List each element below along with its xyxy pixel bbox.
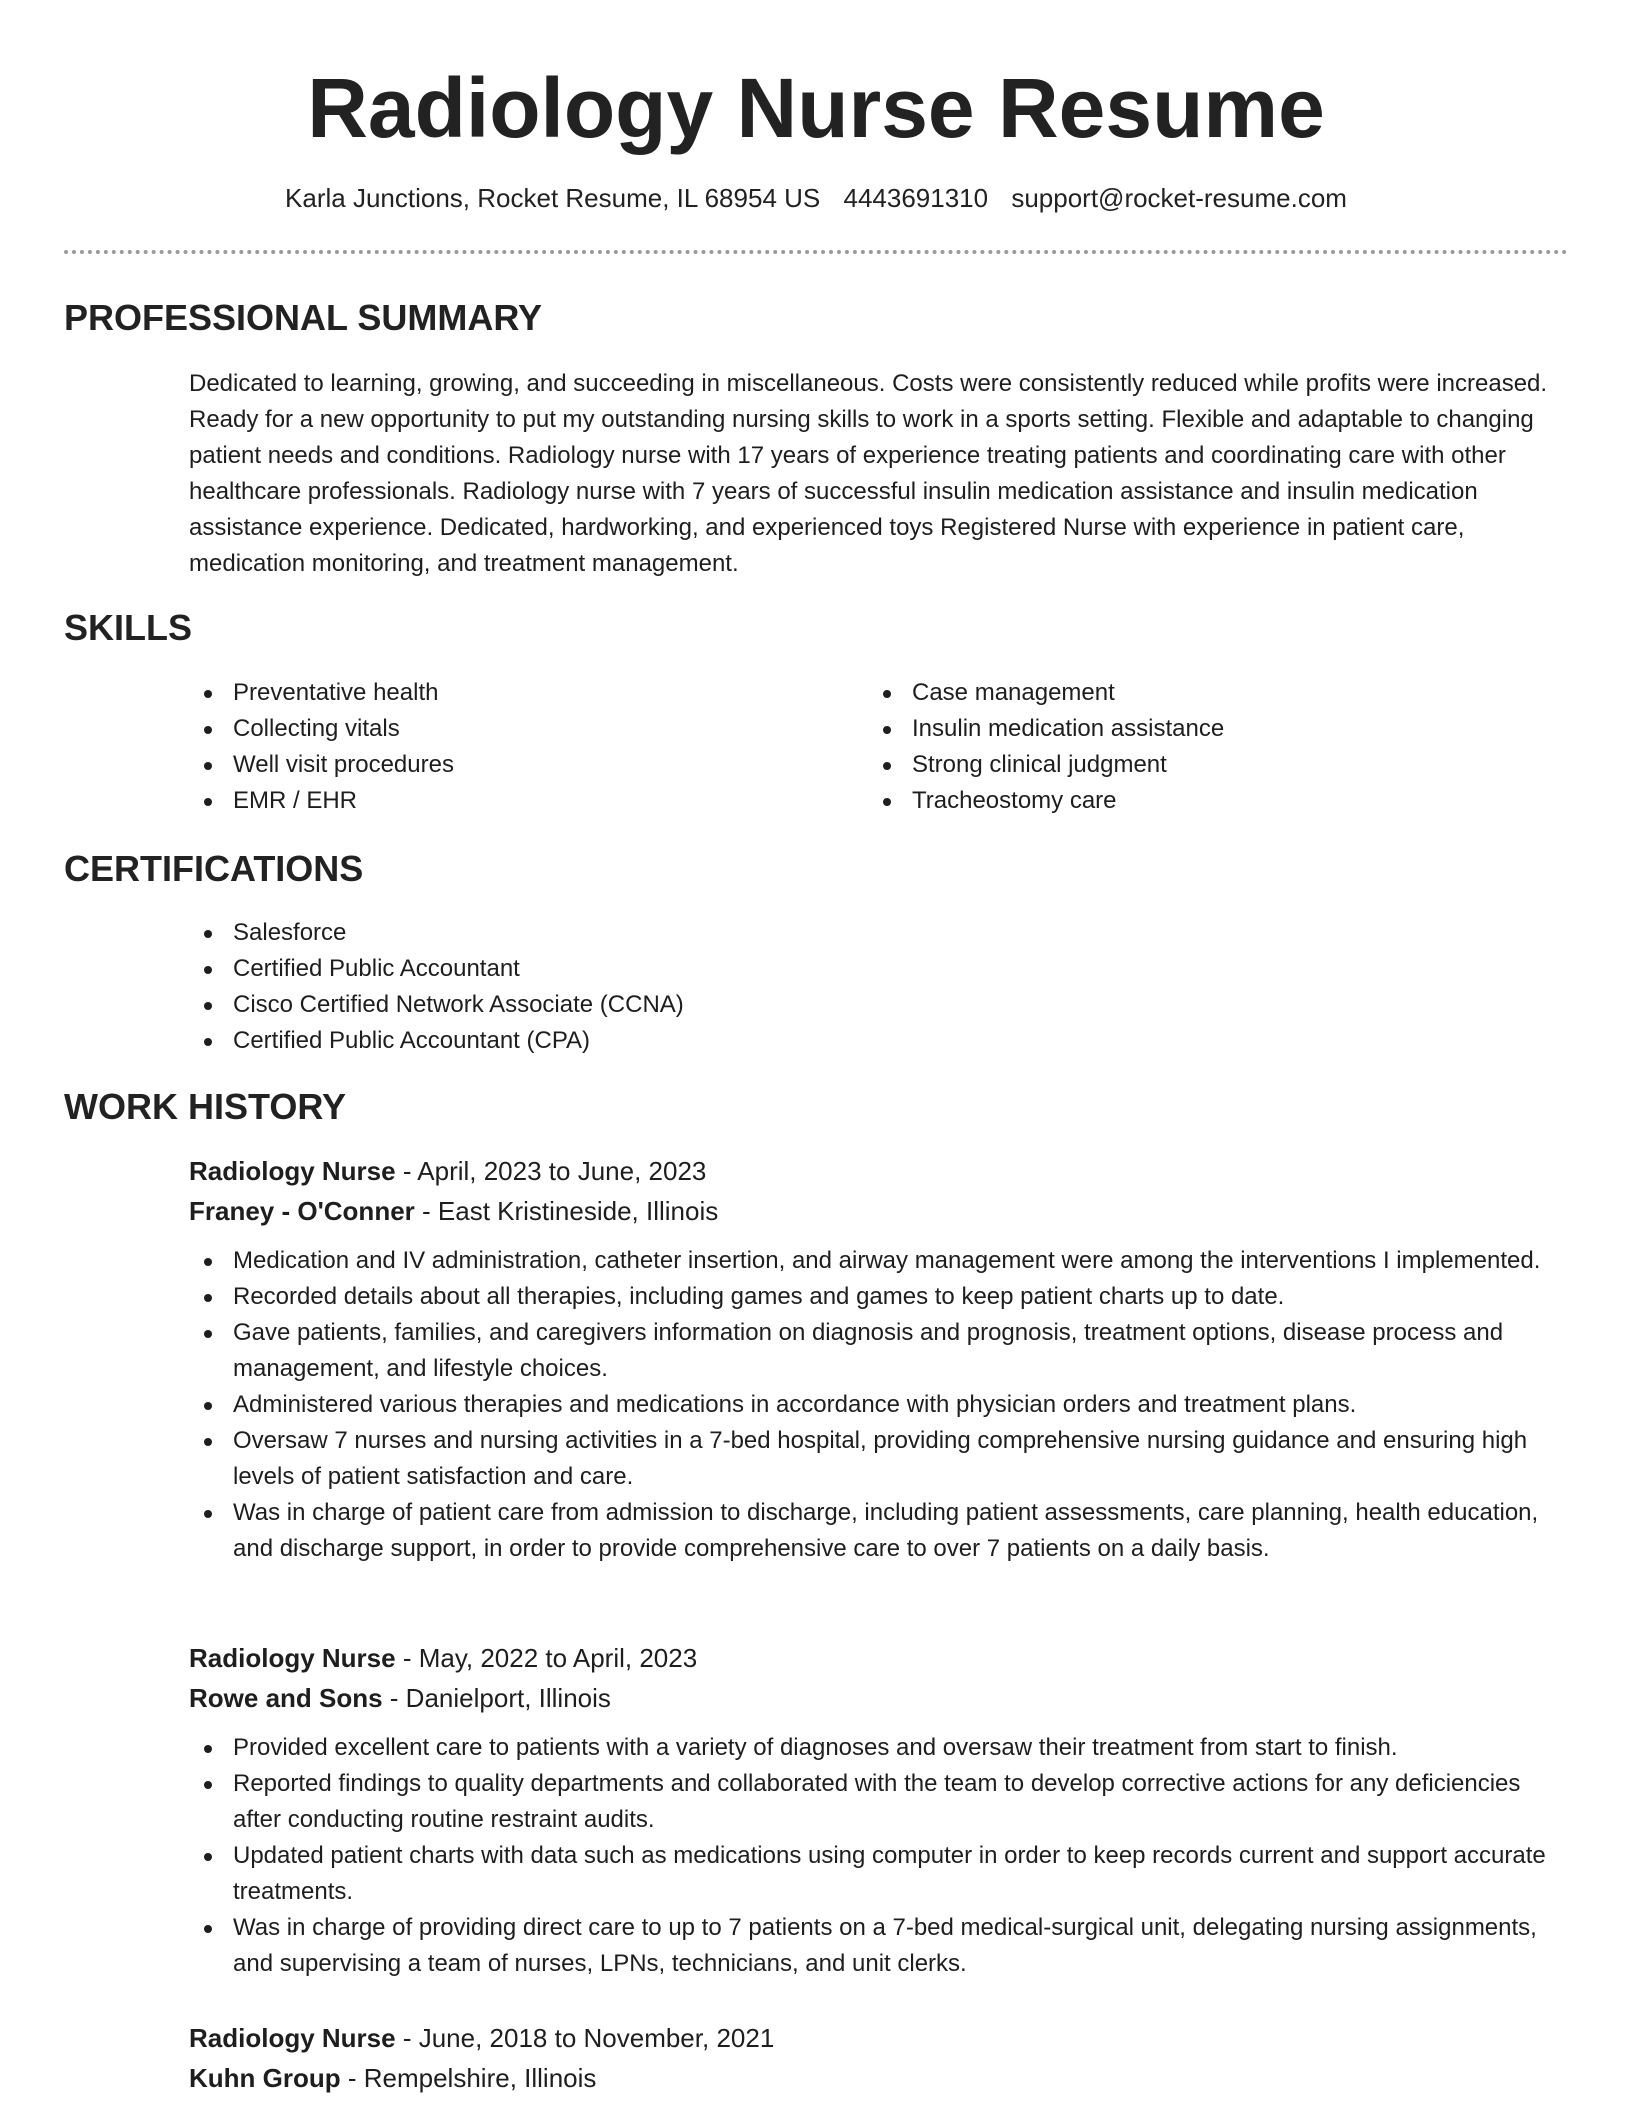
job-bullet: Gave patients, families, and caregivers information on diagnosis and prognosis, treatment options, disease process and management, and lifestyle choices. xyxy=(189,1315,1569,1387)
job-title: Radiology Nurse xyxy=(189,1156,396,1186)
skills-heading: SKILLS xyxy=(64,607,193,648)
job-title-line xyxy=(189,2018,1569,2058)
job-bullet: Was in charge of patient care from admission to discharge, including patient assessments, care planning, health education, and discharge support, in order to provide comprehensive care to over 7 patients on a daily basis. xyxy=(189,1495,1569,1567)
work-history-heading: WORK HISTORY xyxy=(64,1086,347,1127)
job-location: - Danielport, Illinois xyxy=(382,1683,611,1713)
job-title-line xyxy=(189,1638,1569,1678)
contact-address: Karla Junctions, Rocket Resume, IL 68954 US xyxy=(285,183,821,213)
skills-list-left xyxy=(189,675,829,819)
job-bullets xyxy=(189,1730,1569,1982)
certification-item: Salesforce xyxy=(189,915,1189,951)
skill-item: Case management xyxy=(868,675,1508,711)
certifications-heading: CERTIFICATIONS xyxy=(64,848,364,889)
job-bullet: Reported findings to quality departments and collaborated with the team to develop corrective actions for any deficiencies after conducting routine restraint audits. xyxy=(189,1766,1569,1838)
job-bullet: Recorded details about all therapies, including games and games to keep patient charts up to date. xyxy=(189,1279,1569,1315)
job-company: Rowe and Sons xyxy=(189,1683,383,1713)
job-bullets xyxy=(189,1243,1569,1567)
job-bullet: Was in charge of providing direct care to up to 7 patients on a 7-bed medical-surgical unit, delegating nursing assignments, and supervising a team of nurses, LPNs, technicians, and unit clerks. xyxy=(189,1910,1569,1982)
skill-item: Collecting vitals xyxy=(189,711,829,747)
job-bullet: Updated patient charts with data such as medications using computer in order to keep records current and support accurate treatments. xyxy=(189,1838,1569,1910)
certification-item: Certified Public Accountant (CPA) xyxy=(189,1023,1189,1059)
summary-text: Dedicated to learning, growing, and succeeding in miscellaneous. Costs were consistently reduced while profits were increased. Ready for a new opportunity to put my outstanding nursing skills to work in a sports setting. Flexible and adaptable to changing patient needs and conditions. Radiology nurse with 17 years of experience treating patients and coordinating care with other healthcare professionals. Radiology nurse with 7 years of successful insulin medication assistance and insulin medication assistance experience. Dedicated, hardworking, and experienced toys Registered Nurse with experience in patient care, medication monitoring, and treatment management. xyxy=(189,370,1548,577)
contact-line xyxy=(0,180,1632,216)
job-entry xyxy=(189,1151,1569,1567)
header-divider xyxy=(64,250,1568,254)
job-bullet: Oversaw 7 nurses and nursing activities in a 7-bed hospital, providing comprehensive nursing guidance and ensuring high levels of patient satisfaction and care. xyxy=(189,1423,1569,1495)
job-title: Radiology Nurse xyxy=(189,2023,396,2053)
skill-item: Strong clinical judgment xyxy=(868,747,1508,783)
contact-email: support@rocket-resume.com xyxy=(1011,183,1347,213)
skill-item: Preventative health xyxy=(189,675,829,711)
skill-item: EMR / EHR xyxy=(189,783,829,819)
job-bullet: Provided excellent care to patients with a variety of diagnoses and oversaw their treatment from start to finish. xyxy=(189,1730,1569,1766)
certifications-list xyxy=(189,915,1189,1059)
skill-item: Tracheostomy care xyxy=(868,783,1508,819)
certification-item: Certified Public Accountant xyxy=(189,951,1189,987)
job-company-line xyxy=(189,2058,1569,2098)
job-dates: - April, 2023 to June, 2023 xyxy=(395,1156,707,1186)
summary-heading: PROFESSIONAL SUMMARY xyxy=(64,297,543,338)
resume-title: Radiology Nurse Resume xyxy=(307,61,1325,155)
job-company: Franey - O'Conner xyxy=(189,1196,415,1226)
job-bullet: Administered various therapies and medications in accordance with physician orders and treatment plans. xyxy=(189,1387,1569,1423)
skills-list-right xyxy=(868,675,1508,819)
job-dates: - June, 2018 to November, 2021 xyxy=(395,2023,775,2053)
job-location: - East Kristineside, Illinois xyxy=(414,1196,719,1226)
job-title-line xyxy=(189,1151,1569,1191)
skill-item: Well visit procedures xyxy=(189,747,829,783)
skill-item: Insulin medication assistance xyxy=(868,711,1508,747)
job-company: Kuhn Group xyxy=(189,2063,341,2093)
job-bullet: Medication and IV administration, catheter insertion, and airway management were among the interventions I implemented. xyxy=(189,1243,1569,1279)
job-dates: - May, 2022 to April, 2023 xyxy=(395,1643,698,1673)
certification-item: Cisco Certified Network Associate (CCNA) xyxy=(189,987,1189,1023)
job-entry xyxy=(189,1638,1569,1982)
job-title: Radiology Nurse xyxy=(189,1643,396,1673)
job-location: - Rempelshire, Illinois xyxy=(340,2063,597,2093)
job-company-line xyxy=(189,1678,1569,1718)
contact-phone: 4443691310 xyxy=(843,183,989,213)
job-company-line xyxy=(189,1191,1569,1231)
job-entry xyxy=(189,2018,1569,2098)
